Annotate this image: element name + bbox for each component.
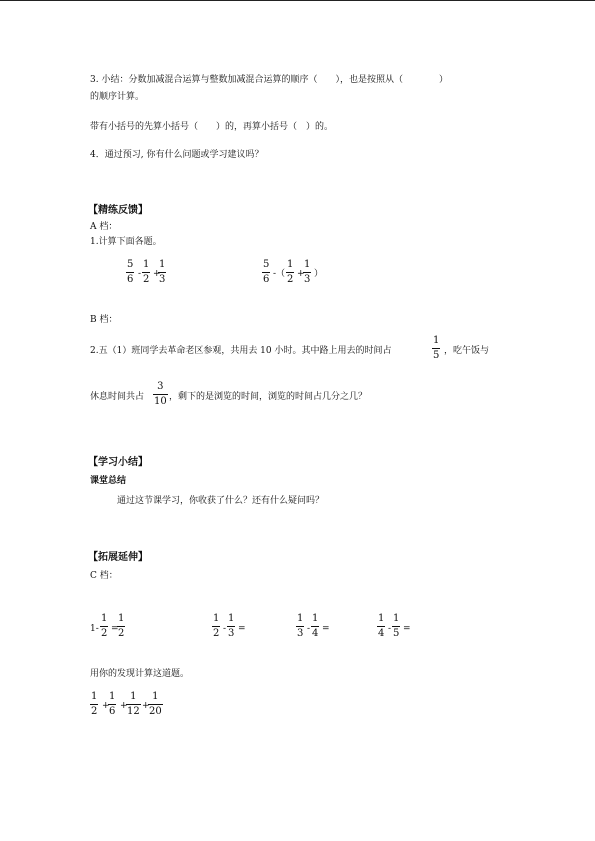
fraction: 1 5 [433,335,440,361]
fraction: 1 3 [228,613,235,639]
summary-question-line-1: 3. 小结：分数加减混合运算与整数加减混合运算的顺序（ ），也是按照从（ ） [90,75,448,85]
one-minus: 1- [90,624,99,634]
question-2-part-4: ，剩下的是浏览的时间，浏览的时间占几分之几？ [169,392,368,402]
fraction: 1 3 [159,259,166,285]
question-1: 1.计算下面各题。 [90,237,162,247]
question-2-part-3: 休息时间共占 [90,392,145,402]
fraction: 1 12 [127,691,140,717]
fraction: 1 5 [393,613,400,639]
summary-question-line-2: 的顺序计算。 [90,92,145,102]
fraction: 3 10 [154,381,167,407]
fraction: 1 3 [304,259,311,285]
fraction: 1 2 [213,613,220,639]
class-summary-subheading: 课堂总结 [90,476,127,486]
extension-heading: 【拓展延伸】 [88,552,148,563]
fraction: 1 2 [143,259,150,285]
page-top-rule [0,0,595,1]
minus-sign: - [138,269,142,279]
summary-text: 通过这节课学习，你收获了什么？还有什么疑问吗？ [117,496,325,506]
fraction: 1 2 [118,613,125,639]
equals-sign: = [238,624,246,634]
plus-sign: + [142,701,150,711]
minus-sign: - [223,624,227,634]
fraction: 1 3 [297,613,304,639]
practice-heading: 【精练反馈】 [88,205,148,216]
summary-heading: 【学习小结】 [88,457,148,468]
level-a-label: A 档： [90,222,118,232]
minus-sign: - [388,624,392,634]
plus-sign: + [120,701,128,711]
parentheses-rule-line: 带有小括号的先算小括号（ ）的，再算小括号（ ）的。 [90,122,334,132]
fraction: 1 2 [91,691,98,717]
question-2-part-1: 2.五（1）班同学去革命老区参观，共用去 10 小时。其中路上用去的时间占 [90,346,392,356]
equals-sign: = [403,624,411,634]
minus-sign: - [307,624,311,634]
fraction: 1 20 [149,691,162,717]
fraction: 1 4 [378,613,385,639]
fraction: 5 6 [263,259,270,285]
fraction: 5 6 [127,259,134,285]
plus-sign: + [102,701,110,711]
fraction: 1 4 [312,613,319,639]
level-c-label: C 档： [90,571,118,581]
fraction: 1 2 [101,613,108,639]
level-b-label: B 档： [90,315,118,325]
instruction-text: 用你的发现计算这道题。 [90,669,190,679]
plus-sign: + [297,269,305,279]
fraction: 1 2 [287,259,294,285]
question-4: 4．通过预习, 你有什么问题或学习建议吗？ [90,150,264,160]
equals-sign: = [111,624,119,634]
plus-sign: + [153,269,161,279]
fraction: 1 6 [109,691,116,717]
minus-open-paren: -（ [273,269,286,279]
question-2-part-2: ，吃午饭与 [444,346,490,356]
close-paren: ） [314,269,324,279]
equals-sign: = [322,624,330,634]
